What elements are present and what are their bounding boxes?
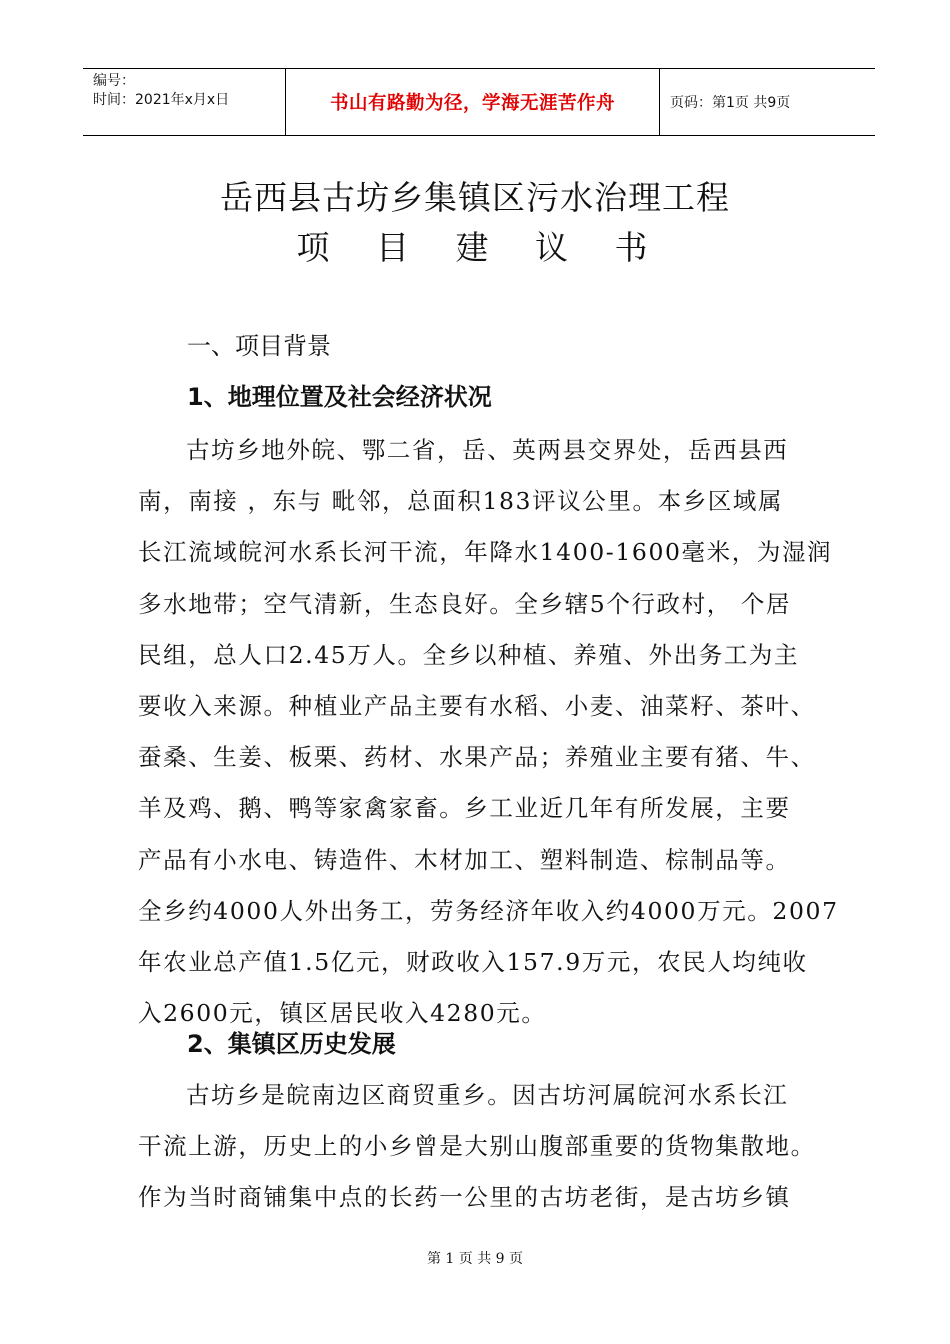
subsection-heading-geography: 1、地理位置及社会经济状况	[187, 383, 492, 411]
paragraph-line: 产品有小水电、铸造件、木材加工、塑料制造、棕制品等。	[138, 845, 791, 874]
paragraph-line: 蚕桑、生姜、板栗、药材、水果产品；养殖业主要有猪、牛、	[138, 743, 816, 772]
paragraph-line: 全乡约4000人外出务工，劳务经济年收入约4000万元。2007	[138, 896, 839, 925]
paragraph-history	[138, 1070, 838, 1224]
paragraph-line: 古坊乡地外皖、鄂二省，岳、英两县交界处，岳西县西	[186, 436, 789, 464]
paragraph-line: 入2600元，镇区居民收入4280元。	[138, 999, 547, 1028]
header-page-info: 页码：第1页 共9页	[670, 95, 791, 111]
header-motto: 书山有路勤为径，学海无涯苦作舟	[286, 69, 660, 135]
paragraph-line: 民组，总人口2.45万人。全乡以种植、养殖、外出务工为主	[138, 640, 800, 669]
paragraph-line: 作为当时商铺集中点的长药一公里的古坊老街，是古坊乡镇	[138, 1183, 791, 1212]
subsection-heading-history: 2、集镇区历史发展	[187, 1030, 396, 1058]
header-meta-cell	[83, 69, 286, 135]
document-subtitle: 项 目 建 议 书	[296, 228, 666, 267]
paragraph-line: 年农业总产值1.5亿元，财政收入157.9万元，农民人均纯收	[138, 948, 808, 977]
paragraph-line: 古坊乡是皖南边区商贸重乡。因古坊河属皖河水系长江	[186, 1081, 789, 1109]
page-footer: 第 1 页 共 9 页	[426, 1251, 524, 1267]
paragraph-line: 干流上游，历史上的小乡曾是大别山腹部重要的货物集散地。	[138, 1132, 816, 1161]
paragraph-line: 多水地带；空气清新，生态良好。全乡辖5个行政村， 个居	[138, 589, 792, 618]
document-number-label: 编号：	[93, 73, 135, 89]
document-time-label: 时间：2021年x月x日	[93, 92, 230, 108]
paragraph-line: 南，南接 ，东与 毗邻，总面积183评议公里。本乡区域属	[138, 487, 784, 516]
paragraph-line: 羊及鸡、鹅、鸭等家禽家畜。乡工业近几年有所发展，主要	[138, 794, 791, 823]
paragraph-geography	[138, 425, 838, 1039]
document-header-table	[83, 68, 875, 136]
paragraph-line: 要收入来源。种植业产品主要有水稻、小麦、油菜籽、茶叶、	[138, 692, 816, 721]
paragraph-line: 长江流域皖河水系长河干流，年降水1400-1600毫米，为湿润	[138, 538, 833, 567]
document-title: 岳西县古坊乡集镇区污水治理工程	[220, 178, 730, 217]
section-heading-background: 一、项目背景	[187, 332, 331, 360]
